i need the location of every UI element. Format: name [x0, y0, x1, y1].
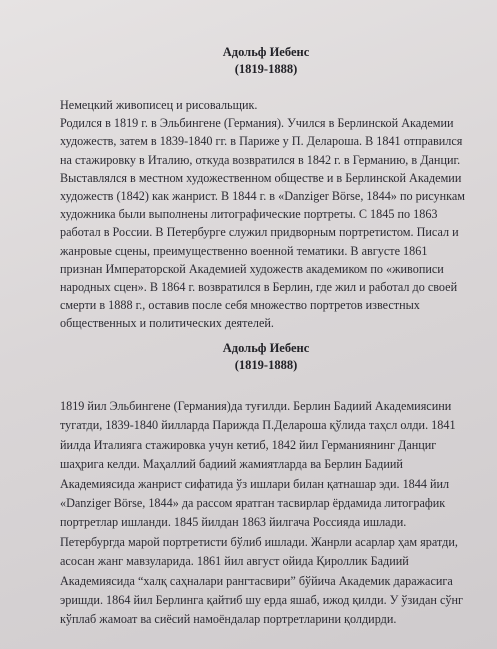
bio-line-uz: йилда Италияга стажировка учун кетиб, 1842 йил Германиянинг Данциг — [60, 437, 437, 452]
bio-line-ru: работал в России. В Петербурге служил придворным портретистом. Писал и — [60, 225, 459, 240]
artist-years-uz: (1819-1888) — [234, 358, 298, 372]
bio-line-uz: портретлар ишланди. 1845 йилдан 1863 йилгача Россияда ишлади. — [60, 515, 407, 530]
artist-name-ru: Адольф Иебенс — [222, 45, 310, 59]
bio-line-uz: «Danziger Börse, 1844» да рассом яратган тасвирлар ёрдамида литографик — [60, 496, 446, 511]
artist-name-uz: Адольф Иебенс — [222, 341, 310, 355]
russian-section — [60, 44, 472, 333]
bio-line-ru: признан Императорской Академией художеств академиком по «живописи — [60, 261, 444, 276]
intro-ru: Немецкий живописец и рисовальщик. — [60, 98, 258, 112]
bio-line-ru: смерти в 1888 г., оставив после себя множество портретов известных — [60, 298, 420, 313]
bio-line-ru: на стажировку в Италию, откуда возвратился в 1842 г. в Германию, в Данциг. — [60, 152, 461, 167]
artist-years-ru: (1819-1888) — [234, 62, 298, 76]
biography-ru — [60, 96, 472, 333]
bio-line-uz: Петербургда марой портретисти бўлиб ишлади. Жанрли асарлар ҳам яратди, — [60, 534, 458, 549]
bio-line-uz: Академиясида “халқ саҳналари рангтасвири” бўйича Академик даражасига — [60, 573, 453, 588]
bio-line-uz: асосан жанг мавзуларида. 1861 йил август ойида Қироллик Бадиий — [60, 554, 409, 569]
bio-line-uz: 1819 йил Эльбингене (Германия)да туғилди. Берлин Бадиий Академиясини — [60, 399, 452, 413]
bio-line-ru: художника были выполнены литографические портреты. С 1845 по 1863 — [60, 207, 438, 222]
bio-line-ru: Выставлялся в местном художественном обществе и в Берлинской Академии — [60, 170, 462, 185]
bio-line-ru: Родился в 1819 г. в Эльбингене (Германия). Учился в Берлинской Академии — [60, 116, 454, 131]
bio-line-ru: художеств (1842) как жанрист. В 1844 г. в «Danziger Börse, 1844» по рисункам — [60, 189, 465, 204]
uzbek-section — [60, 340, 472, 630]
bio-line-ru: народных сцен». В 1864 г. возвратился в Берлин, где жил и работал до своей — [60, 280, 458, 295]
bio-line-uz: шаҳрига келди. Маҳаллий бадиий жамиятларда ва Берлин Бадиий — [60, 457, 403, 472]
bio-line-ru: общественных и политических деятелей. — [60, 316, 274, 331]
bio-line-ru: художеств, затем в 1839-1840 гг. в Париже у П. Делароша. В 1841 отправился — [60, 134, 463, 149]
bio-line-uz: тугатди, 1839-1840 йилларда Парижда П.Деларошa қўлида таҳсл олди. 1841 — [60, 418, 456, 433]
biography-uz — [60, 397, 472, 630]
bio-line-uz: Академиясида жанрист сифатида ўз ишлари билан қатнашар эди. 1844 йил — [60, 476, 450, 491]
bio-line-uz: эришди. 1864 йил Берлинга қайтиб шу ерда яшаб, ижод қилди. У ўзидан сўнг — [60, 593, 464, 608]
bio-line-uz: кўплаб жамоат ва сиёсий намоёндалар портретларини қолдирди. — [60, 612, 397, 627]
bio-line-ru: жанровые сцены, преимущественно военной тематики. В августе 1861 — [60, 243, 428, 258]
